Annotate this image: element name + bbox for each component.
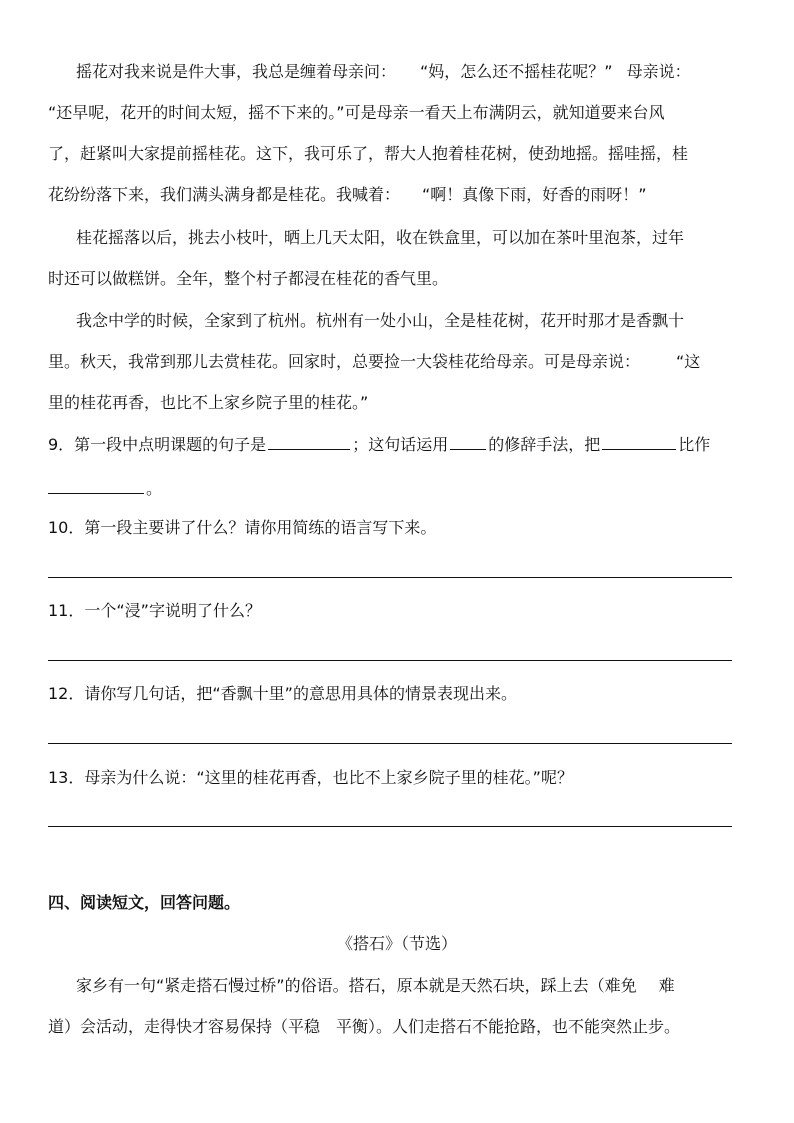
question-text: 的修辞手法，把 [488,435,601,454]
passage-line: 桂花摇落以后，挑去小枝叶，晒上几天太阳，收在铁盒里，可以加在茶叶里泡茶，过年 [76,228,685,247]
text-segment: 家乡有一句“紧走搭石慢过桥”的俗语。搭石，原本就是天然石块，踩上去（难免 [76,976,637,995]
question-text: 比作 [678,435,711,454]
question-12: 12．请你写几句话，把“香飘十里”的意思用具体的情景表现出来。 [48,684,517,703]
fill-blank[interactable] [602,433,676,450]
passage-line [48,350,748,374]
question-text: 9．第一段中点明课题的句子是 [48,435,267,454]
section-heading: 四、阅读短文，回答问题。 [48,893,241,912]
question-11: 11．一个“浸”字说明了什么？ [48,601,261,620]
text-segment: 母亲说： [626,62,691,81]
passage-line: 道）会活动，走得快才容易保持（平稳 平衡）。人们走搭石不能抢路，也不能突然止步。 [48,1017,681,1036]
passage-line: 了，赶紧叫大家提前摇桂花。这下，我可乐了，帮大人抱着桂花树，使劲地摇。摇哇摇，桂 [48,144,689,163]
answer-line[interactable] [48,660,732,661]
text-segment: “这 [676,352,701,371]
question-9 [48,433,748,457]
question-10: 10．第一段主要讲了什么？请你用简练的语言写下来。 [48,518,437,537]
passage-line: 我念中学的时候，全家到了杭州。杭州有一处小山，全是桂花树，花开时那才是香飘十 [76,311,685,330]
passage-title: 《搭石》（节选） [336,934,457,953]
text-segment: “啊！真像下雨，好香的雨呀！” [422,185,647,204]
question-13: 13．母亲为什么说：“这里的桂花再香，也比不上家乡院子里的桂花。”呢？ [48,768,573,787]
passage-line [48,183,748,207]
fill-blank[interactable] [48,477,144,494]
answer-line[interactable] [48,826,732,827]
text-segment: 里。秋天，我常到那儿去赏桂花。回家时，总要捡一大袋桂花给母亲。可是母亲说： [48,352,641,371]
fill-blank[interactable] [268,433,350,450]
answer-line[interactable] [48,577,732,578]
passage-line: 时还可以做糕饼。全年，整个村子都浸在桂花的香气里。 [48,269,449,288]
passage-line [76,974,748,998]
question-text: 。 [146,479,163,498]
question-text: ；这句话运用 [352,435,449,454]
text-segment: “妈，怎么还不摇桂花呢？” [420,62,613,81]
fill-blank[interactable] [450,433,486,450]
passage-line [76,60,748,84]
answer-line[interactable] [48,743,732,744]
passage-line: 里的桂花再香，也比不上家乡院子里的桂花。” [48,393,369,412]
question-9-continued [48,477,748,501]
passage-line: “还早呢，花开的时间太短，摇不下来的。”可是母亲一看天上布满阴云，就知道要来台风 [48,103,665,122]
text-segment: 花纷纷落下来，我们满头满身都是桂花。我喊着： [48,185,401,204]
text-segment: 摇花对我来说是件大事，我总是缠着母亲问： [76,62,397,81]
text-segment: 难 [658,976,675,995]
